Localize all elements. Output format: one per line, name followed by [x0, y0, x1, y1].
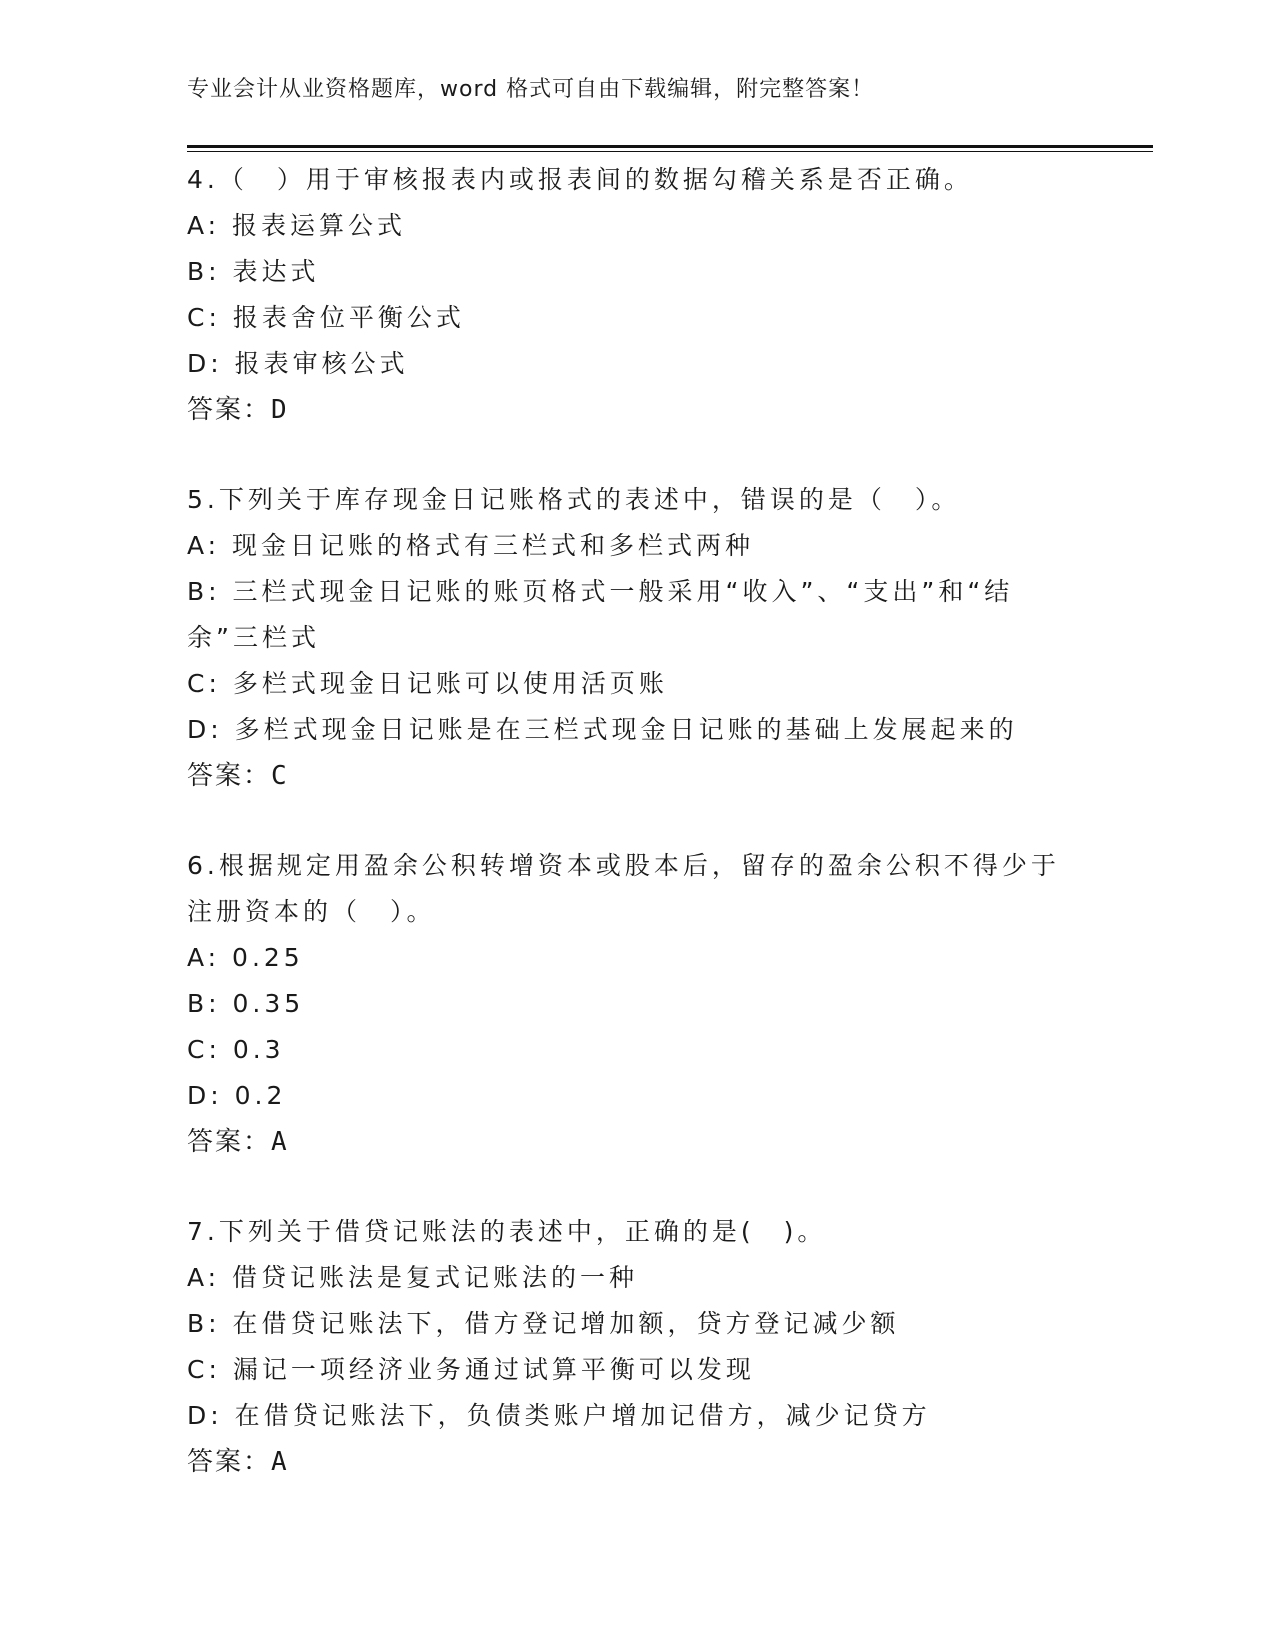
answer-option: C: 多栏式现金日记账可以使用活页账: [187, 669, 668, 698]
answer-label: 答案：: [187, 1447, 272, 1477]
question-stem: 注册资本的（ ）。: [187, 897, 436, 926]
question-block: [187, 157, 1087, 477]
answer-option: B: 在借贷记账法下，借方登记增加额，贷方登记减少额: [187, 1309, 900, 1338]
answer-option: A: 报表运算公式: [187, 211, 407, 240]
answer-key: [187, 387, 1087, 433]
answer-option: A: 现金日记账的格式有三栏式和多栏式两种: [187, 531, 755, 560]
answer-option: D: 0.2: [187, 1081, 287, 1110]
answer-value: D: [271, 395, 287, 425]
question-block: [187, 843, 1087, 1209]
answer-key: [187, 1439, 1087, 1485]
header-rule-thick: [187, 145, 1153, 148]
answer-key: [187, 753, 1087, 799]
question-stem: 7.下列关于借贷记账法的表述中，正确的是( )。: [187, 1217, 827, 1246]
answer-option: A: 0.25: [187, 943, 304, 972]
answer-option: A: 借贷记账法是复式记账法的一种: [187, 1263, 639, 1292]
answer-option: C: 漏记一项经济业务通过试算平衡可以发现: [187, 1355, 755, 1384]
header-rule-thin: [187, 151, 1153, 152]
answer-label: 答案：: [187, 395, 272, 425]
answer-option: D: 在借贷记账法下，负债类账户增加记借方，减少记贷方: [187, 1401, 931, 1430]
question-stem: 6.根据规定用盈余公积转增资本或股本后，留存的盈余公积不得少于: [187, 851, 1060, 880]
answer-value: A: [271, 1127, 287, 1157]
answer-option: B: 表达式: [187, 257, 320, 286]
answer-option: C: 报表舍位平衡公式: [187, 303, 465, 332]
answer-key: [187, 1119, 1087, 1165]
answer-option: 余”三栏式: [187, 623, 320, 652]
answer-option: B: 0.35: [187, 989, 305, 1018]
answer-value: C: [271, 761, 287, 791]
answer-option: C: 0.3: [187, 1035, 285, 1064]
page-header: 专业会计从业资格题库，word 格式可自由下载编辑，附完整答案！: [187, 77, 875, 102]
answer-option: D: 报表审核公式: [187, 349, 409, 378]
question-stem: 5.下列关于库存现金日记账格式的表述中，错误的是（ ）。: [187, 485, 961, 514]
question-list: [187, 157, 1087, 1485]
answer-value: A: [271, 1447, 287, 1477]
question-spacer: [187, 433, 1087, 477]
question-spacer: [187, 799, 1087, 843]
question-stem: 4.（ ）用于审核报表内或报表间的数据勾稽关系是否正确。: [187, 165, 973, 194]
question-block: [187, 1209, 1087, 1485]
answer-option: D: 多栏式现金日记账是在三栏式现金日记账的基础上发展起来的: [187, 715, 1018, 744]
answer-label: 答案：: [187, 761, 272, 791]
question-block: [187, 477, 1087, 843]
question-spacer: [187, 1165, 1087, 1209]
answer-label: 答案：: [187, 1127, 272, 1157]
answer-option: B: 三栏式现金日记账的账页格式一般采用“收入”、“支出”和“结: [187, 577, 1014, 606]
